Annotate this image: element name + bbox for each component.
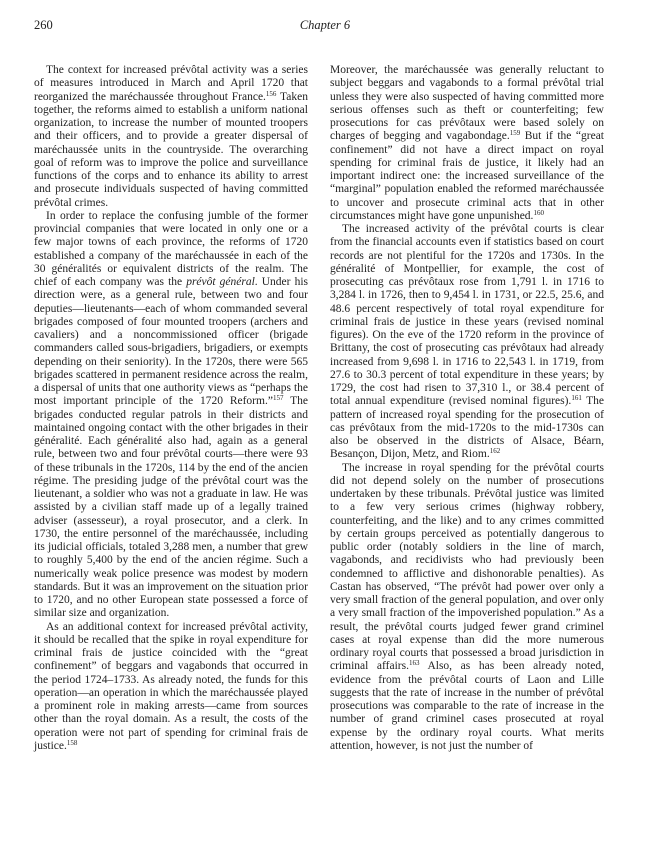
footnote-ref: 156 — [265, 89, 277, 98]
running-head: Chapter 6 — [299, 18, 351, 32]
text-run: Taken together, the reforms aimed to establish a uniform national organization, to increase the number of mounted troopers and their officers, and to provide a greater dispersal of maréchaussée units in the countryside. The overarching goal of reform was to improve the police and surveillance functions of the corps and to enhance its ability to arrest and prosecute individuals suspected of having committed prévôtal crimes. — [34, 90, 308, 209]
text-run: But if the “great confinement” did not have a direct impact on royal spending for criminal frais de justice, it likely had an important indirect one: the increased surveillance of the “marginal” population enabled the reformed maréchaussée to uncover and prosecute criminal acts that in other circumstances might have gone unpunished. — [330, 130, 604, 222]
footnote-ref: 158 — [66, 738, 78, 747]
text-run: Moreover, the maréchaussée was generally reluctant to subject beggars and vagabonds to a formal prévôtal trial unless they were also suspected of having committed more serious offenses such as theft or counterfeiting; few prosecutions for cas prévôtaux were based solely on charges of begging and vagabondage. — [330, 64, 604, 143]
paragraph — [34, 210, 308, 621]
text-run: Also, as has been already noted, evidence from the prévôtal courts of Laon and Lille suggests that the rate of increase in the number of prévôtal prosecutions was comparable to the rate of increase in the number of grand criminel cases prosecuted at royal expense by the ordinary royal courts. What merits attention, however, is not just the number of — [330, 660, 604, 752]
text-run: . Under his direction were, as a general rule, between two and four deputies—lieutenants—each of whom commanded several brigades composed of four mounted troopers (archers and cavaliers) and a noncommissioned officer (brigade commanders called sous-brigadiers, brigadiers, or exempts depending on their seniority). In the 1720s, there were 565 brigades scattered in permanent residence across the realm, a dispersal of units that one authority views as “perhaps the most important principle of the 1720 Reform.” — [34, 276, 308, 408]
right-column — [330, 64, 604, 753]
text-run: The pattern of increased royal spending for the prosecution of cas prévôtaux from the mid-1720s to the mid-1730s can also be observed in the districts of Alsace, Béarn, Besançon, Dijon, Metz, and Riom. — [330, 395, 604, 461]
text-run: The increase in royal spending for the prévôtal courts did not depend solely on the number of prosecutions undertaken by these tribunals. Prévôtal justice was limited to a few very serious crimes (highway robbery, counterfeiting, and the like) and to any crimes committed by certain groups perceived as potentially dangerous to public order (notably soldiers in the line of march, vagabonds, and recidivists who had previously been condemned to afflictive and dishonorable penalties). As Castan has observed, “The prévôt had power over only a very small fraction of the general population, and over only a very small fraction of the impoverished population.” As a result, the prévôtal courts judged fewer grand criminel cases at royal expense than did the more numerous ordinary royal courts that possessed a broad jurisdiction in criminal affairs. — [330, 461, 604, 673]
text-run: In order to replace the confusing jumble of the former provincial companies that were located in only one or a few major towns of each province, the reforms of 1720 established a company of the maréchaussée in each of the 30 généralités or equivalent districts of the realm. The chief of each company was the — [34, 209, 308, 288]
page-number: 260 — [34, 18, 53, 32]
text-run: The increased activity of the prévôtal courts is clear from the financial accounts even if statistics based on court records are not plentiful for the 1720s and 1730s. In the généralité of Montpellier, for example, the cost of prosecuting cas prévôtaux rose from 1,791 l. in 1716 to 3,284 l. in 1726, then to 9,454 l. in 1731, or 22.5, 25.6, and 48.6 percent respectively of total royal expenditure for criminal frais de justice in these years (revised nominal figures). On the eve of the 1720 reform in the province of Brittany, the cost of prosecuting cas prévôtaux had already increased from 9,698 l. in 1716 to 22,543 l. in 1719, from 27.6 to 30.3 percent of total expenditure in these years; by 1729, the cost had risen to 37,310 l., or 38.4 percent of total annual expenditure (revised nominal figures). — [330, 223, 604, 408]
text-run: The context for increased prévôtal activity was a series of measures introduced in March and April 1720 that reorganized the maréchaussée throughout France. — [34, 64, 308, 103]
footnote-ref: 162 — [489, 447, 501, 456]
footnote-ref: 159 — [509, 129, 521, 138]
paragraph — [330, 64, 604, 223]
paragraph — [330, 462, 604, 754]
paragraph — [330, 223, 604, 462]
italic-term: prévôt général — [186, 276, 255, 288]
left-column — [34, 64, 308, 753]
footnote-ref: 157 — [272, 394, 284, 403]
text-run: As an additional context for increased prévôtal activity, it should be recalled that the spike in royal expenditure for criminal frais de justice coincided with the “great confinement” of beggars and vagabonds that occurred in the period 1724–1733. As already noted, the funds for this operation—an operation in which the maréchaussée played a prominent role in making arrests—came from sources other than the royal domain. As a result, the costs of the operation were not part of spending for criminal frais de justice. — [34, 620, 308, 752]
paragraph — [34, 621, 308, 754]
footnote-ref: 160 — [533, 208, 544, 217]
footnote-ref: 163 — [408, 659, 420, 668]
footnote-ref: 161 — [571, 394, 582, 403]
paragraph — [34, 64, 308, 210]
text-run: The brigades conducted regular patrols in their districts and maintained ongoing contact with the other brigades in their généralité. Each généralité also had, again as a general rule, between two and four prévôtal courts—there were 93 of these tribunals in the 1720s, 114 by the end of the ancien régime. The presiding judge of the prévôtal court was the lieutenant, a soldier who was not a graduate in law. He was assisted by a civilian staff made up of a legally trained adviser (assesseur), a royal prosecutor, and a clerk. In 1730, the entire personnel of the maréchaussée, including its judicial officials, totaled 3,288 men, a number that grew to roughly 5,400 by the end of the ancien régime. Such a numerically weak police presence was modest by modern standards. But it was an improvement on the situation prior to 1720, and no other European state possessed a force of similar size and organization. — [34, 395, 308, 620]
